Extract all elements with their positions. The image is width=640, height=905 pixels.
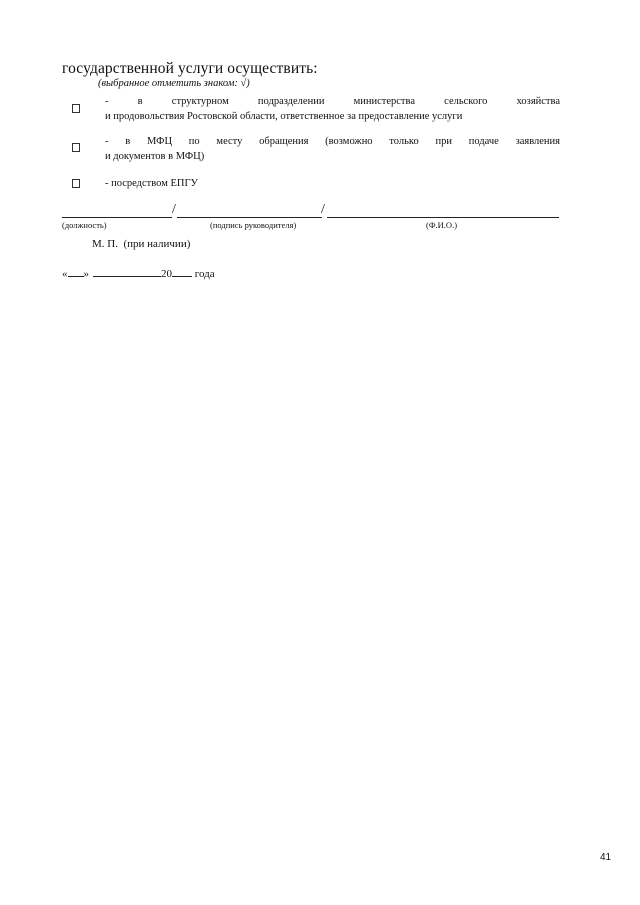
caption-full-name: (Ф.И.О.): [426, 220, 458, 230]
date-line: [62, 266, 215, 280]
stamp-note: М. П. (при наличии): [92, 238, 191, 250]
date-close-quote: »: [83, 268, 89, 280]
section-heading: государственной услуги осуществить:: [62, 60, 318, 77]
date-year-field[interactable]: [172, 266, 192, 277]
position-field-line[interactable]: [62, 217, 172, 218]
date-open-quote: «: [62, 268, 68, 280]
signature-separator: /: [321, 202, 325, 217]
date-suffix: года: [194, 268, 215, 280]
checkbox-ministry[interactable]: [72, 104, 80, 113]
caption-position: (должность): [62, 220, 107, 230]
option-ministry-line2: и продовольствия Ростовской области, ответственное за предоставление услуги: [105, 111, 463, 122]
full-name-field-line[interactable]: [327, 217, 559, 218]
option-epgu-line1: - посредством ЕПГУ: [105, 178, 198, 189]
signature-separator: /: [172, 202, 176, 217]
option-mfc-line2: и документов в МФЦ): [105, 151, 205, 162]
selection-note: (выбранное отметить знаком: √): [98, 78, 250, 89]
option-ministry-line1: - в структурном подразделении министерства сельского хозяйства: [105, 96, 560, 107]
date-month-field[interactable]: [93, 266, 161, 277]
date-century: 20: [161, 268, 172, 280]
option-mfc-line1: - в МФЦ по месту обращения (возможно только при подаче заявления: [105, 136, 560, 147]
page-number: 41: [600, 852, 612, 863]
date-day-field[interactable]: [68, 266, 84, 277]
checkbox-mfc[interactable]: [72, 143, 80, 152]
signature-field-line[interactable]: [177, 217, 322, 218]
caption-signature: (подпись руководителя): [210, 220, 297, 230]
signature-row: [62, 204, 559, 218]
checkbox-epgu[interactable]: [72, 179, 80, 188]
